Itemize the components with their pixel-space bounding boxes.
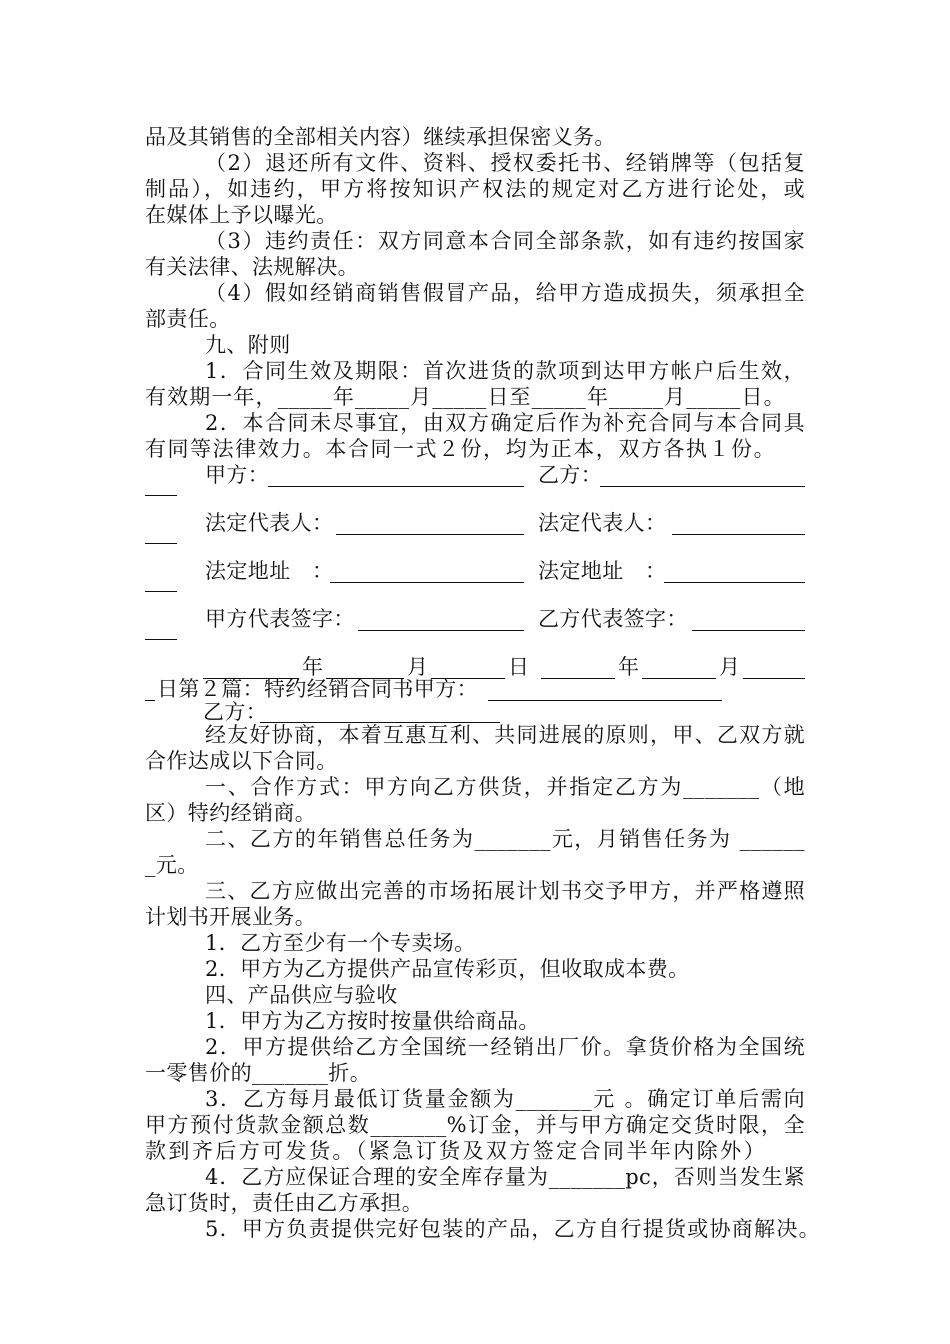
text-line: 甲方预付货款金额总数_______%订金，并与甲方确定交货时限，全 — [145, 1113, 805, 1137]
legal-rep-b-line — [672, 534, 805, 535]
text-line: 二、乙方的年销售总任务为_______元，月销售任务为 ______ — [205, 827, 805, 851]
address-a-line — [330, 582, 524, 583]
date-month-a: 月 — [407, 655, 429, 679]
address-b-line — [664, 582, 805, 583]
signature-row-rep — [0, 510, 950, 536]
chapter-two-title: 日第２篇：特约经销合同书甲方： — [157, 677, 478, 701]
text-line: 一零售价的_______折。 — [145, 1061, 372, 1085]
sign-b-label: 乙方代表签字： — [538, 607, 688, 631]
legal-rep-b-label: 法定代表人： — [538, 511, 667, 535]
line-stub — [145, 639, 177, 640]
text-line: 急订货时，责任由乙方承担。 — [145, 1191, 424, 1215]
text-line: 4．乙方应保证合理的安全库存量为_______pc，否则当发生紧 — [205, 1165, 805, 1189]
section-heading: 九、附则 — [205, 333, 291, 357]
date-day-a: 日 — [508, 655, 530, 679]
text-line: 计划书开展业务。 — [145, 905, 317, 929]
party-b-label: 乙方： — [538, 463, 603, 487]
signature-row-address — [0, 558, 950, 584]
address-b-label: 法定地址 ： — [538, 559, 667, 583]
text-line: 1．乙方至少有一个专卖场。 — [205, 931, 476, 955]
date-year-a: 年 — [302, 655, 324, 679]
text-line: 在媒体上予以曝光。 — [145, 203, 338, 227]
text-line: _元。 — [145, 853, 199, 877]
text-line: 有效期一年，_____年_____月_____日至_____年_____月_____日。 — [145, 385, 785, 409]
line-stub — [145, 495, 177, 496]
text-line: 一、合作方式：甲方向乙方供货，并指定乙方为_______（地 — [205, 775, 805, 799]
text-line: 部责任。 — [145, 307, 231, 331]
party-b-line — [600, 486, 805, 487]
date-year-b: 年 — [618, 655, 640, 679]
text-line: 有同等法律效力。本合同一式２份，均为正本，双方各执１份。 — [145, 437, 775, 461]
section-heading: 四、产品供应与验收 — [205, 983, 398, 1007]
sign-a-line — [358, 630, 524, 631]
sign-a-label: 甲方代表签字： — [205, 607, 355, 631]
text-line: 2．甲方为乙方提供产品宣传彩页，但收取成本费。 — [205, 957, 690, 981]
text-line: 5．甲方负责提供完好包装的产品，乙方自行提货或协商解决。 — [205, 1217, 820, 1241]
text-line: 1．甲方为乙方按时按量供给商品。 — [205, 1009, 540, 1033]
date-month-b: 月 — [719, 655, 741, 679]
party-a-label: 甲方： — [205, 463, 270, 487]
text-line: 1．合同生效及期限：首次进货的款项到达甲方帐户后生效， — [205, 359, 805, 383]
legal-rep-a-label: 法定代表人： — [205, 511, 334, 535]
text-line: 制品），如违约，甲方将按知识产权法的规定对乙方进行论处，或 — [145, 177, 805, 201]
signature-row-party — [0, 462, 950, 488]
line-stub — [145, 543, 177, 544]
text-line: （2）退还所有文件、资料、授权委托书、经销牌等（包括复 — [205, 151, 805, 175]
text-line: 区）特约经销商。 — [145, 801, 317, 825]
text-line: 3．乙方每月最低订货量金额为_______元 。确定订单后需向 — [205, 1087, 805, 1111]
text-line: （4）假如经销商销售假冒产品，给甲方造成损失，须承担全 — [205, 281, 805, 305]
text-line: 品及其销售的全部相关内容）继续承担保密义务。 — [145, 125, 616, 149]
sign-b-line — [692, 630, 805, 631]
line-stub — [145, 591, 177, 592]
text-line: 2．本合同未尽事宜，由双方确定后作为补充合同与本合同具 — [205, 411, 805, 435]
address-a-label: 法定地址 ： — [205, 559, 334, 583]
text-line: 经友好协商，本着互惠互利、共同进展的原则，甲、乙双方就 — [205, 723, 805, 747]
text-line: 三、乙方应做出完善的市场拓展计划书交予甲方，并严格遵照 — [205, 879, 805, 903]
chapter-party-b-label: 乙方： — [203, 700, 268, 724]
text-line: 合作达成以下合同。 — [145, 749, 338, 773]
text-line: 2．甲方提供给乙方全国统一经销出厂价。拿货价格为全国统 — [205, 1035, 805, 1059]
text-line: （3）违约责任：双方同意本合同全部条款，如有违约按国家 — [205, 229, 805, 253]
party-a-line — [268, 486, 524, 487]
text-line: 款到齐后方可发货。（紧急订货及双方签定合同半年内除外） — [145, 1139, 765, 1163]
signature-row-sign — [0, 606, 950, 632]
text-line: 有关法律、法规解决。 — [145, 255, 359, 279]
legal-rep-a-line — [336, 534, 524, 535]
